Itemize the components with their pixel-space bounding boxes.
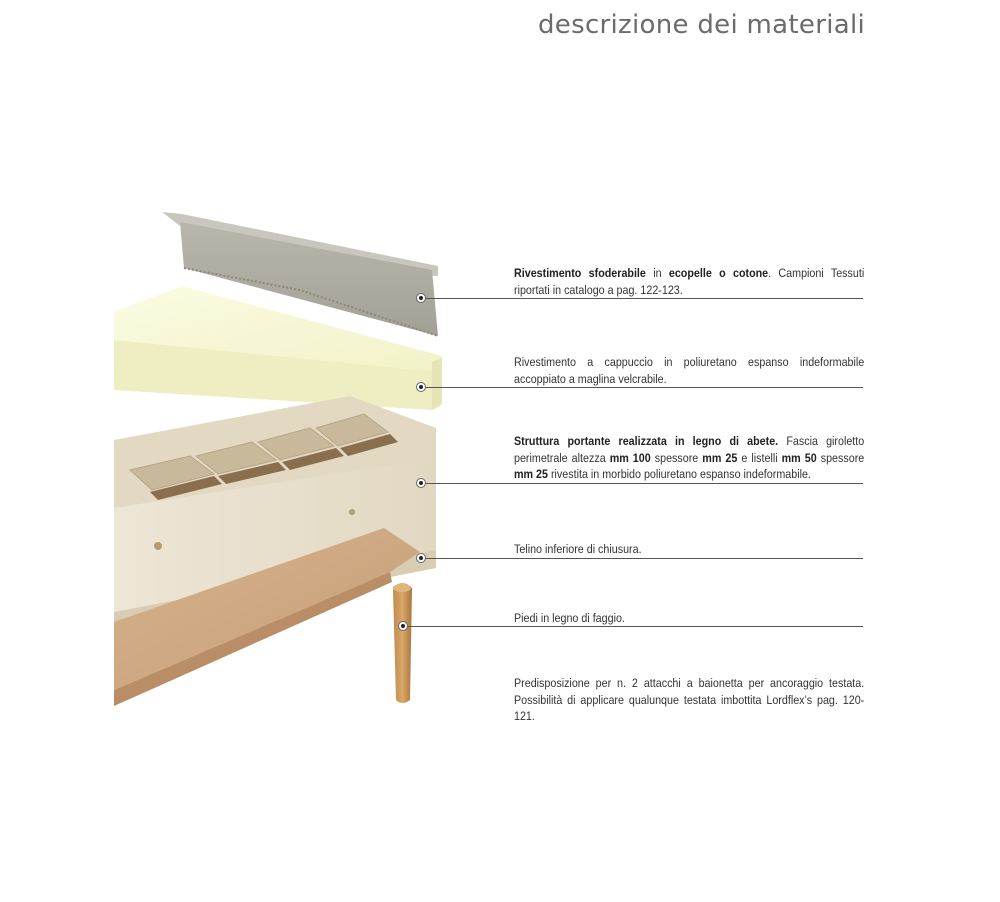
note-bayonet [514,675,864,725]
note-text-part: Telino inferiore di chiusura. [514,542,642,556]
note-text-part: ecopelle o cotone [668,266,769,280]
note-text-part: Piedi in legno di faggio. [514,611,625,625]
leader-line-frame [422,483,863,484]
note-text-part: spessore [816,450,865,465]
leader-line-bottom-cloth [422,558,863,559]
note-bottom-cloth [514,541,864,558]
note-text-part: Rivestimento sfoderabile [514,266,646,280]
marker-dot-cover [416,293,426,303]
note-hood [514,354,864,387]
note-cover [514,265,864,298]
note-text-part: mm 25 [514,467,548,481]
note-text-part: rivestita in morbido poliuretano espanso indeformabile. [547,467,811,481]
note-text-part: Fascia giroletto perimetrale altezza [514,434,865,465]
leader-line-cover [422,298,863,299]
note-text-part: mm 25 [702,450,738,465]
note-text-part: Struttura portante realizzata in legno di abete. [514,434,779,448]
note-text-part: e listelli [737,450,782,465]
leader-line-hood [422,387,863,388]
note-text-part: mm 100 [609,450,651,465]
note-text-part: mm 50 [781,450,817,465]
note-text-part: in [645,266,669,280]
note-text-part: Rivestimento a cappuccio in poliuretano espanso indeformabile accoppiato a maglina velcrabile. [514,355,865,386]
page-title: descrizione dei materiali [538,10,866,40]
marker-dot-hood [416,382,426,392]
marker-dot-frame [416,478,426,488]
note-frame [514,433,864,483]
note-text-part: Predisposizione per n. 2 attacchi a baionetta per ancoraggio testata. Possibilità di applicare qualunque testata imbottita Lordflex’s pag. 120-121. [514,676,865,723]
note-feet [514,610,864,627]
note-text-part: . Campioni Tessuti riportati in catalogo a pag. 122-123. [514,266,865,297]
marker-dot-bottom-cloth [416,553,426,563]
beech-leg-shape [393,583,412,703]
note-text-part: spessore [650,450,703,465]
marker-dot-feet [398,621,408,631]
